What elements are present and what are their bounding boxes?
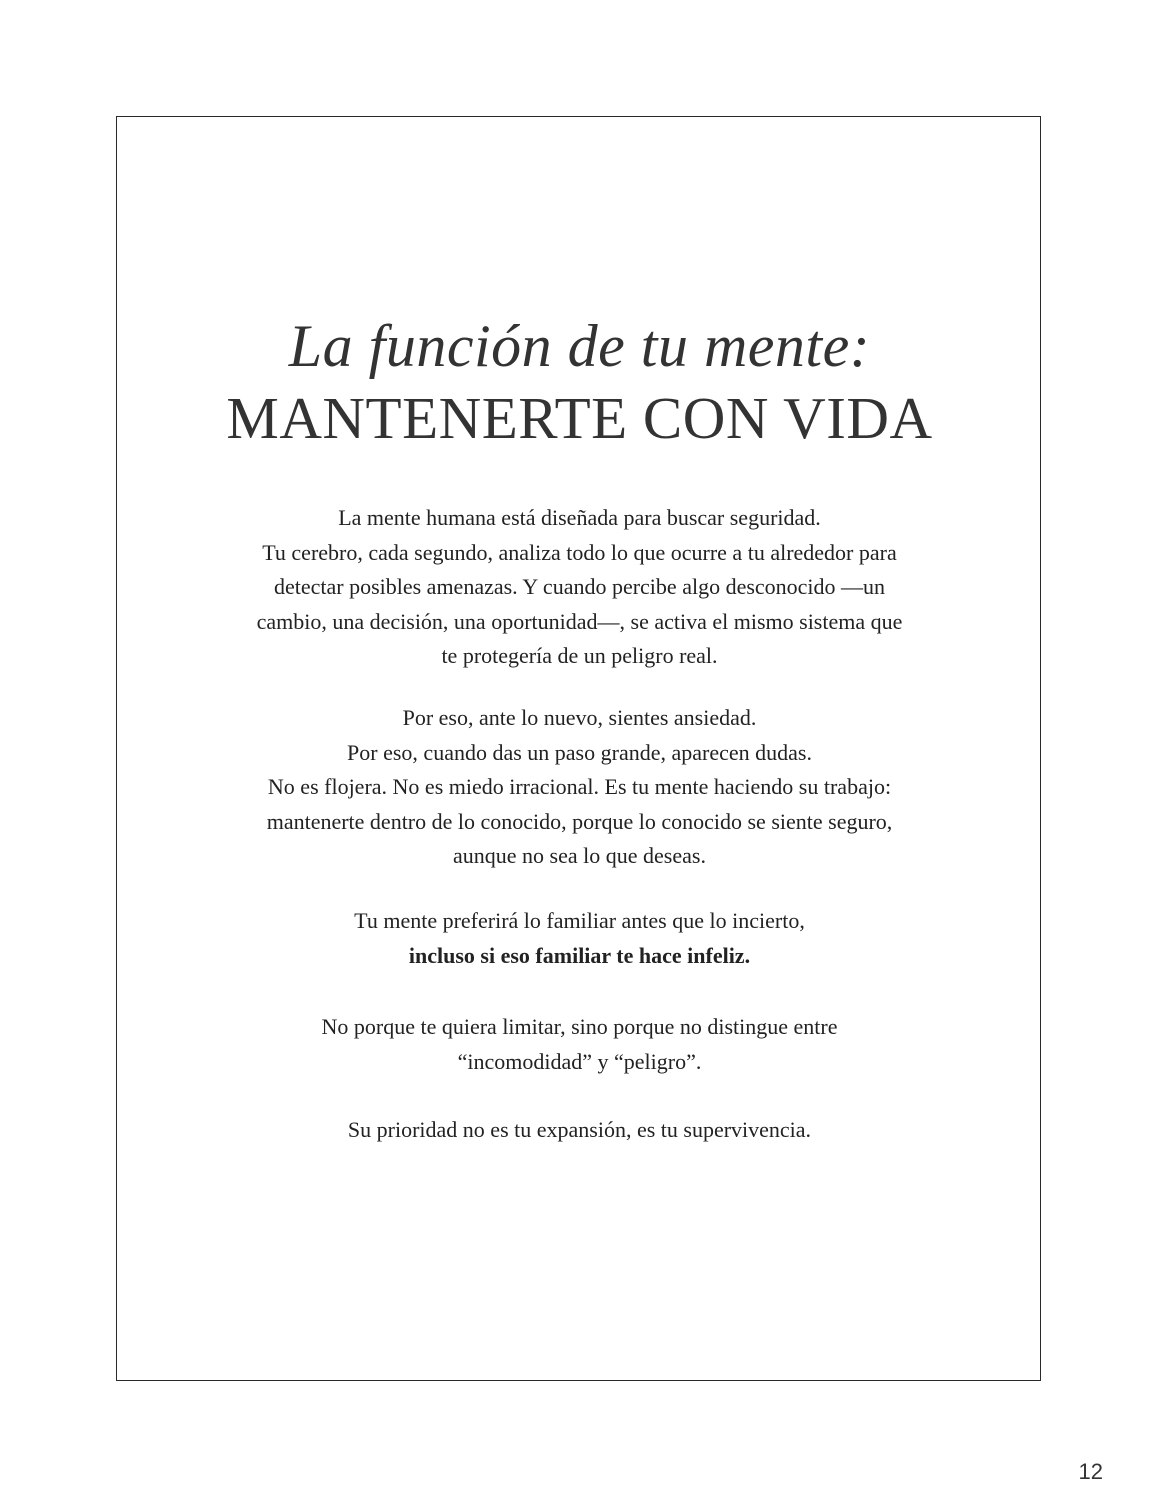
text-line: Por eso, ante lo nuevo, sientes ansiedad.	[402, 705, 757, 730]
text-line: Por eso, cuando das un paso grande, aparecen dudas.	[347, 739, 812, 765]
text-line: “incomodidad” y “peligro”.	[457, 1048, 702, 1074]
page-number: 12	[1078, 1459, 1103, 1484]
text-line: mantenerte dentro de lo conocido, porque lo conocido se siente seguro,	[266, 808, 893, 834]
text-line: Tu mente preferirá lo familiar antes que lo incierto,	[354, 908, 805, 933]
paragraph-3	[0, 904, 1159, 973]
paragraph-5	[0, 1113, 1159, 1148]
text-line: cambio, una decisión, una oportunidad—, se activa el mismo sistema que	[256, 608, 903, 634]
text-line: Su prioridad no es tu expansión, es tu supervivencia.	[347, 1117, 812, 1142]
text-line: aunque no sea lo que deseas.	[453, 843, 706, 868]
paragraph-1	[0, 501, 1159, 674]
text-line: Tu cerebro, cada segundo, analiza todo lo que ocurre a tu alrededor para	[262, 539, 897, 565]
text-line: No es flojera. No es miedo irracional. Es tu mente haciendo su trabajo:	[267, 774, 892, 799]
text-line: detectar posibles amenazas. Y cuando percibe algo desconocido —un	[273, 574, 886, 599]
text-line: La mente humana está diseñada para buscar seguridad.	[338, 505, 821, 530]
title-caps-line: MANTENERTE CON VIDA	[226, 385, 933, 451]
emphasis-line: incluso si eso familiar te hace infeliz.	[408, 942, 751, 968]
text-line: te protegería de un peligro real.	[441, 643, 718, 668]
paragraph-2	[0, 701, 1159, 874]
paragraph-4	[0, 1010, 1159, 1079]
title-italic-line: La función de tu mente:	[288, 313, 871, 379]
text-line: No porque te quiera limitar, sino porque no distingue entre	[321, 1014, 838, 1039]
